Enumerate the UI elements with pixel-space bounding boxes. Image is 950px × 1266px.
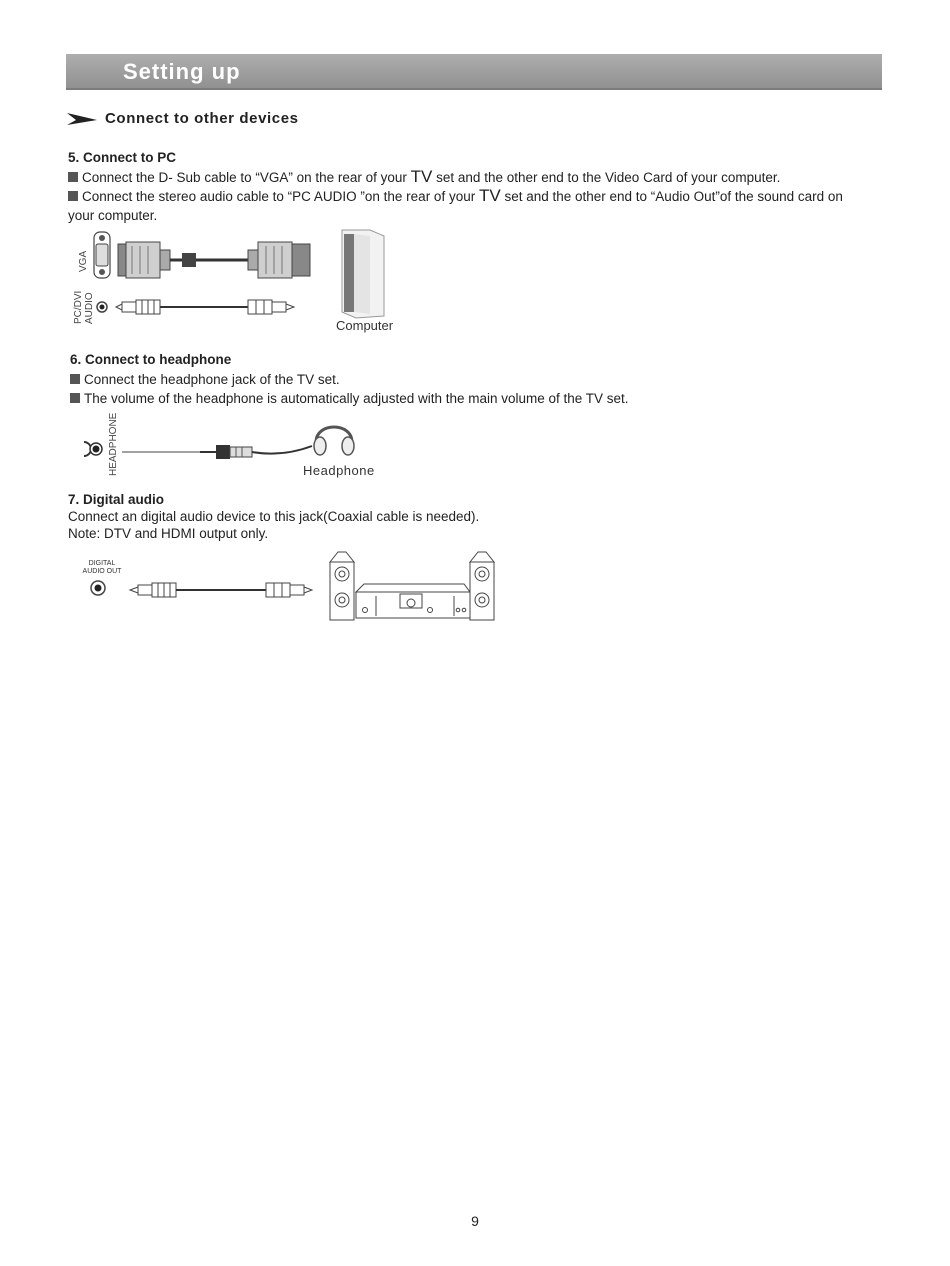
bullet-icon [70,374,80,384]
speaker-right-icon [470,552,494,620]
headphone-bullet-1-text: Connect the headphone jack of the TV set. [84,372,340,387]
digital-line-2: Note: DTV and HDMI output only. [68,526,269,541]
audio-cable-icon [116,300,294,314]
pc-bullet-1-text-b: set and the other end to the Video Card of your computer. [432,170,781,185]
vga-cable-icon [118,242,310,278]
headphone-jack-icon [84,442,102,456]
pc-connection-diagram [70,226,410,326]
coaxial-cable-icon [130,583,312,597]
headphone-heading: 6. Connect to headphone [70,352,232,367]
bullet-icon [68,191,78,201]
headphone-bullet-2-text: The volume of the headphone is automatically adjusted with the main volume of the TV set. [84,391,629,406]
vga-port-icon [94,232,110,278]
page-number: 9 [471,1213,479,1229]
pc-audio-label-line-1: PC/DVI [73,290,84,324]
pc-bullet-1 [68,167,780,187]
computer-label: Computer [336,318,394,333]
digital-jack-label-line-1: DIGITAL [88,560,116,567]
amplifier-icon [356,584,470,618]
headphone-icon [314,427,354,455]
pc-audio-label-line-2: AUDIO [84,292,95,324]
pc-bullet-2-text-a: Connect the stereo audio cable to “PC AUDIO ”on the rear of your [82,189,479,204]
digital-audio-port-icon [91,581,105,595]
pc-bullet-1-text-a: Connect the D- Sub cable to “VGA” on the rear of your [82,170,411,185]
pc-bullet-2-text-b: set and the other end to “Audio Out”of the sound card on [500,189,843,204]
bullet-icon [70,393,80,403]
page-title: Setting up [123,59,241,84]
digital-heading: 7. Digital audio [68,492,165,507]
bullet-icon [68,172,78,182]
headphone-plug-icon [200,445,312,459]
pc-audio-port-label [73,291,95,324]
speaker-left-icon [330,552,354,620]
vga-port-label: VGA [78,250,89,272]
page-header-banner [66,54,882,90]
arrow-icon [66,112,98,126]
pc-audio-port-icon [97,302,107,312]
headphone-bullet-1 [70,370,340,389]
computer-icon [342,230,384,318]
headphone-jack-label: HEADPHONE [108,412,119,476]
pc-bullet-2-tv: TV [478,186,501,205]
headphone-label: Headphone [303,463,375,478]
section-title: Connect to other devices [105,110,299,127]
pc-bullet-2 [68,186,843,206]
pc-heading: 5. Connect to PC [68,150,177,165]
pc-bullet-2-cont: your computer. [68,208,158,223]
digital-line-1: Connect an digital audio device to this jack(Coaxial cable is needed). [68,509,480,524]
digital-audio-diagram [84,548,504,624]
digital-jack-label-line-2: AUDIO OUT [82,568,122,575]
headphone-bullet-2 [70,389,629,408]
pc-bullet-1-tv: TV [410,167,433,186]
